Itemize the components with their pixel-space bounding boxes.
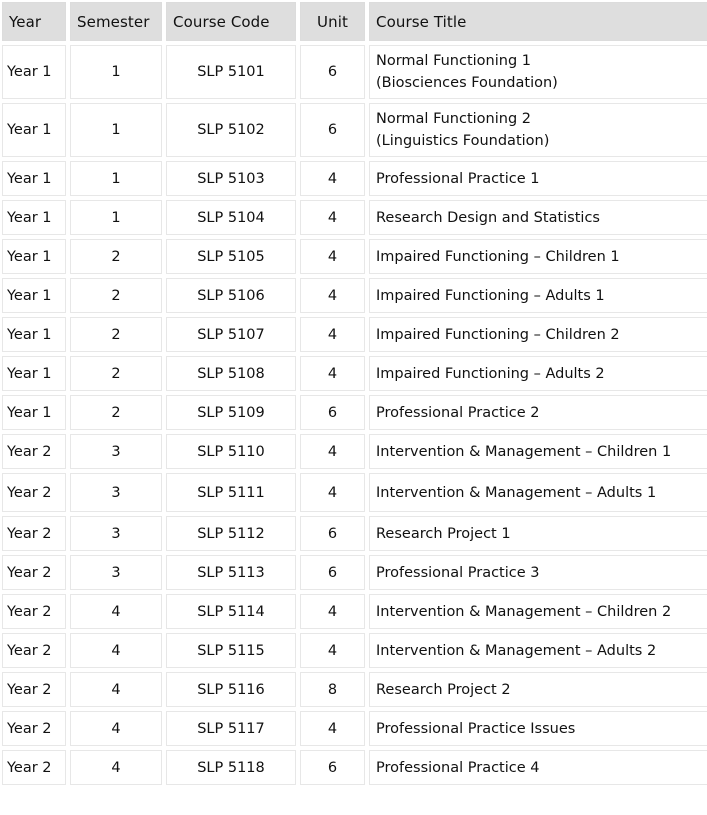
cell-semester: 2 [70, 278, 162, 313]
cell-unit: 4 [300, 633, 365, 668]
table-row [2, 594, 707, 629]
cell-course-code: SLP 5101 [166, 45, 296, 99]
cell-course-code: SLP 5105 [166, 239, 296, 274]
cell-semester: 2 [70, 395, 162, 430]
cell-year: Year 1 [2, 200, 66, 235]
cell-unit: 4 [300, 473, 365, 512]
table-row [2, 516, 707, 551]
cell-course-title: Professional Practice 3 [369, 555, 707, 590]
cell-semester: 1 [70, 45, 162, 99]
cell-semester: 1 [70, 161, 162, 196]
cell-unit: 8 [300, 672, 365, 707]
table-row [2, 278, 707, 313]
cell-unit: 6 [300, 45, 365, 99]
cell-course-title: Impaired Functioning – Children 1 [369, 239, 707, 274]
cell-unit: 4 [300, 317, 365, 352]
cell-year: Year 2 [2, 633, 66, 668]
cell-course-code: SLP 5102 [166, 103, 296, 157]
cell-course-code: SLP 5106 [166, 278, 296, 313]
cell-course-code: SLP 5116 [166, 672, 296, 707]
cell-course-code: SLP 5107 [166, 317, 296, 352]
cell-semester: 4 [70, 594, 162, 629]
cell-semester: 1 [70, 200, 162, 235]
cell-course-code: SLP 5108 [166, 356, 296, 391]
header-course-code: Course Code [166, 2, 296, 41]
cell-semester: 4 [70, 750, 162, 785]
cell-year: Year 2 [2, 555, 66, 590]
cell-semester: 2 [70, 317, 162, 352]
cell-unit: 6 [300, 395, 365, 430]
cell-semester: 3 [70, 434, 162, 469]
table-row [2, 750, 707, 785]
cell-year: Year 1 [2, 103, 66, 157]
cell-course-title: Professional Practice 2 [369, 395, 707, 430]
cell-course-title: Impaired Functioning – Adults 1 [369, 278, 707, 313]
cell-course-code: SLP 5110 [166, 434, 296, 469]
cell-course-title [369, 103, 707, 157]
table-row [2, 200, 707, 235]
header-semester: Semester [70, 2, 162, 41]
cell-unit: 6 [300, 103, 365, 157]
cell-semester: 2 [70, 356, 162, 391]
cell-semester: 3 [70, 473, 162, 512]
course-title-line: Normal Functioning 2 [376, 111, 532, 127]
cell-year: Year 1 [2, 356, 66, 391]
course-title-subline: (Biosciences Foundation) [376, 75, 558, 91]
table-row [2, 317, 707, 352]
header-unit: Unit [300, 2, 365, 41]
cell-course-code: SLP 5104 [166, 200, 296, 235]
cell-unit: 6 [300, 750, 365, 785]
course-title-subline: (Linguistics Foundation) [376, 133, 550, 149]
cell-semester: 4 [70, 672, 162, 707]
table-row [2, 555, 707, 590]
cell-course-code: SLP 5118 [166, 750, 296, 785]
cell-course-code: SLP 5117 [166, 711, 296, 746]
cell-course-code: SLP 5113 [166, 555, 296, 590]
cell-semester: 4 [70, 633, 162, 668]
header-course-title: Course Title [369, 2, 707, 41]
cell-year: Year 1 [2, 278, 66, 313]
cell-course-title: Intervention & Management – Adults 1 [369, 473, 707, 512]
table-row [2, 434, 707, 469]
table-row [2, 711, 707, 746]
table-row [2, 103, 707, 157]
cell-semester: 3 [70, 516, 162, 551]
table-row [2, 395, 707, 430]
cell-year: Year 2 [2, 750, 66, 785]
table-row [2, 633, 707, 668]
cell-unit: 4 [300, 200, 365, 235]
cell-course-title: Impaired Functioning – Adults 2 [369, 356, 707, 391]
cell-course-title: Research Project 1 [369, 516, 707, 551]
cell-semester: 2 [70, 239, 162, 274]
cell-year: Year 2 [2, 594, 66, 629]
cell-course-code: SLP 5103 [166, 161, 296, 196]
cell-course-title: Intervention & Management – Children 2 [369, 594, 707, 629]
table-row [2, 161, 707, 196]
cell-year: Year 1 [2, 317, 66, 352]
header-year: Year [2, 2, 66, 41]
cell-course-title: Professional Practice 1 [369, 161, 707, 196]
course-title-line: Normal Functioning 1 [376, 53, 532, 69]
cell-course-title: Impaired Functioning – Children 2 [369, 317, 707, 352]
cell-course-title [369, 45, 707, 99]
cell-unit: 4 [300, 594, 365, 629]
cell-unit: 4 [300, 161, 365, 196]
cell-course-title: Professional Practice 4 [369, 750, 707, 785]
cell-unit: 4 [300, 434, 365, 469]
cell-year: Year 1 [2, 239, 66, 274]
cell-course-title: Research Project 2 [369, 672, 707, 707]
cell-course-title: Professional Practice Issues [369, 711, 707, 746]
table-row [2, 672, 707, 707]
table-row [2, 356, 707, 391]
table-row [2, 45, 707, 99]
cell-semester: 4 [70, 711, 162, 746]
cell-year: Year 2 [2, 672, 66, 707]
cell-year: Year 2 [2, 473, 66, 512]
table-row [2, 239, 707, 274]
cell-course-title: Intervention & Management – Adults 2 [369, 633, 707, 668]
cell-year: Year 1 [2, 161, 66, 196]
cell-year: Year 1 [2, 395, 66, 430]
cell-unit: 4 [300, 356, 365, 391]
cell-year: Year 1 [2, 45, 66, 99]
cell-course-code: SLP 5111 [166, 473, 296, 512]
cell-year: Year 2 [2, 516, 66, 551]
cell-unit: 4 [300, 278, 365, 313]
table-row [2, 473, 707, 512]
cell-course-code: SLP 5109 [166, 395, 296, 430]
cell-course-code: SLP 5114 [166, 594, 296, 629]
cell-unit: 4 [300, 711, 365, 746]
cell-course-code: SLP 5115 [166, 633, 296, 668]
cell-semester: 1 [70, 103, 162, 157]
cell-unit: 4 [300, 239, 365, 274]
cell-year: Year 2 [2, 711, 66, 746]
cell-unit: 6 [300, 555, 365, 590]
cell-course-title: Intervention & Management – Children 1 [369, 434, 707, 469]
cell-unit: 6 [300, 516, 365, 551]
cell-year: Year 2 [2, 434, 66, 469]
table-header-row [2, 2, 707, 41]
cell-course-title: Research Design and Statistics [369, 200, 707, 235]
cell-course-code: SLP 5112 [166, 516, 296, 551]
cell-semester: 3 [70, 555, 162, 590]
